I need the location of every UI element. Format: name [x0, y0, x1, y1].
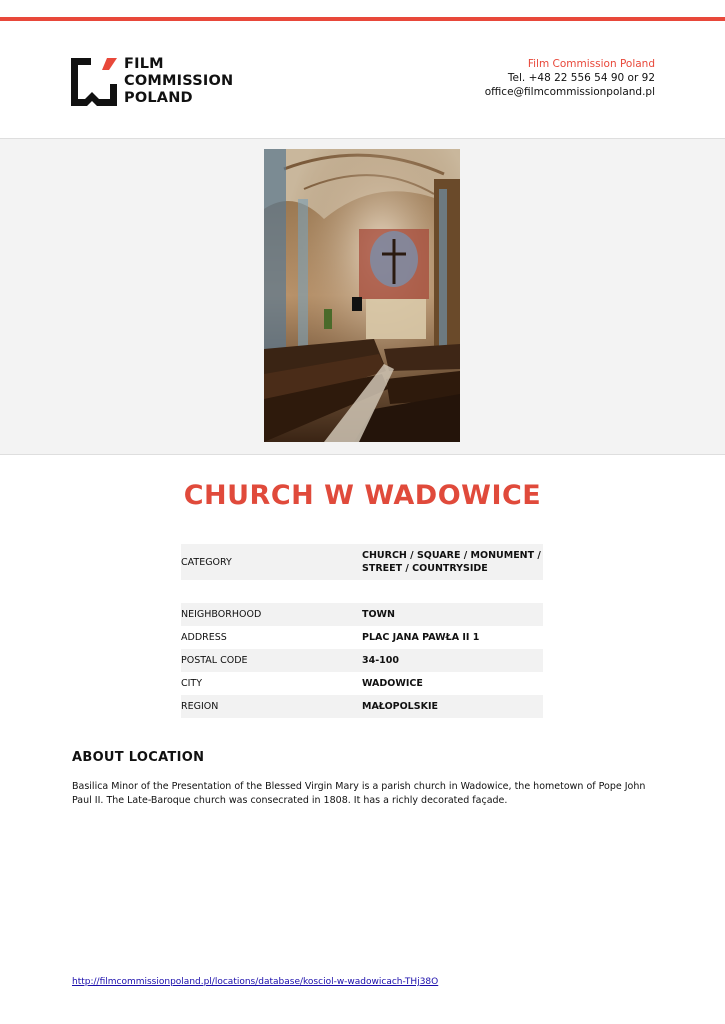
logo-wordmark: [124, 56, 233, 107]
detail-label: REGION: [181, 701, 219, 712]
email-address: office@filmcommissionpoland.pl: [484, 86, 655, 98]
logo-line-commission: COMMISSION: [124, 73, 234, 89]
detail-value: MAŁOPOLSKIE: [362, 701, 438, 712]
detail-value: WADOWICE: [362, 678, 423, 689]
phone-number: Tel. +48 22 556 54 90 or 92: [507, 72, 655, 84]
detail-value: PLAC JANA PAWŁA II 1: [362, 632, 480, 643]
logo-line-poland: POLAND: [124, 90, 193, 106]
detail-label: ADDRESS: [181, 632, 227, 643]
category-value-line1: CHURCH / SQUARE / MONUMENT /: [362, 550, 541, 561]
category-row: [181, 544, 543, 580]
logo-mark-icon: [69, 56, 119, 108]
category-value-line2: STREET / COUNTRYSIDE: [362, 563, 488, 574]
about-text: Basilica Minor of the Presentation of the Blessed Virgin Mary is a parish church in Wadowice, the hometown of Pope John Paul II. The Late-Baroque church was consecrated in 1808. It has a richly decorated façade.: [72, 781, 646, 806]
table-row: [181, 649, 543, 672]
contact-block: [485, 57, 655, 99]
detail-label: POSTAL CODE: [181, 655, 248, 666]
church-interior-photo: [264, 149, 460, 442]
logo-line-film: FILM: [124, 56, 164, 72]
detail-value: 34-100: [362, 655, 399, 666]
location-title: CHURCH W WADOWICE: [183, 480, 542, 511]
about-heading: ABOUT LOCATION: [72, 750, 205, 765]
table-row: [181, 672, 543, 695]
detail-value: TOWN: [362, 609, 395, 620]
source-url-link[interactable]: http://filmcommissionpoland.pl/locations/database/kosciol-w-wadowicach-THj38O: [72, 977, 439, 987]
category-label: CATEGORY: [181, 556, 232, 568]
top-accent-bar: [0, 17, 725, 21]
film-commission-logo: [69, 56, 234, 108]
detail-label: CITY: [181, 678, 203, 689]
details-table: [181, 603, 543, 718]
category-table: [181, 544, 543, 580]
detail-label: NEIGHBORHOOD: [181, 609, 262, 620]
org-name: Film Commission Poland: [527, 58, 655, 70]
table-row: [181, 603, 543, 626]
table-row: [181, 626, 543, 649]
photo-band: [0, 138, 725, 455]
category-value: [362, 549, 543, 575]
table-row: [181, 695, 543, 718]
